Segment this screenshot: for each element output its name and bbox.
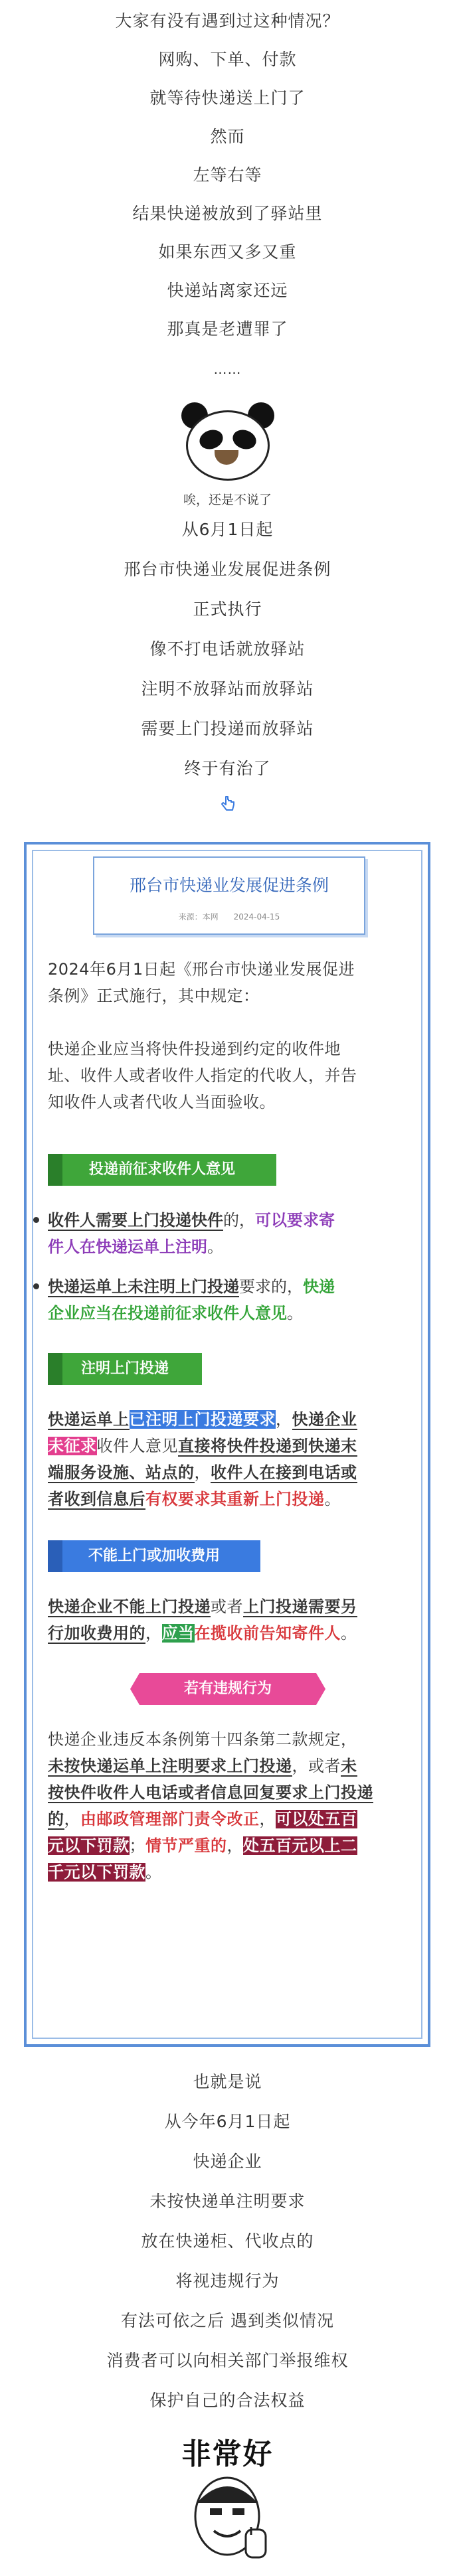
para-text: 的 [48,1810,64,1828]
outro-line: 放在快递柜、代收点的 [141,2231,314,2251]
card-title-box [93,856,365,935]
para-text: 有权要求其重新上门投递 [145,1490,325,1508]
bullet-text: 。 [287,1304,303,1323]
bullet-text: 快递 [303,1277,335,1296]
para-text: ， [259,1810,276,1828]
bullet-text: 。 [207,1238,223,1256]
para-text: 情节严重的 [145,1836,227,1855]
bullet-text: 快递运单上未注明上门投递 [48,1277,239,1296]
meme-caption: 非常好 [181,2437,274,2471]
outro-line: 有法可依之后 遇到类似情况 [121,2311,334,2330]
card-title: 邢台市快递业发展促进条例 [129,876,329,895]
cannot-deliver-paragraph [48,1593,420,1647]
intro-line: 结果快递被放到了驿站里 [132,204,323,223]
outro-line: 将视违规行为 [175,2271,280,2291]
para-text: 快递企业违反本条例第十四条第二款规定， [48,1730,357,1749]
law-line: 需要上门投递而放驿站 [141,719,314,738]
para-text: 可以处五百 [276,1810,357,1828]
card-rule-line: 快递企业应当将快件投递到约定的收件地 [48,1040,341,1058]
bullet-text: 要求的， [239,1277,303,1296]
outro-line: 消费者可以向相关部门举报维权 [106,2351,349,2370]
para-text: ， [64,1810,80,1828]
law-line: 邢台市快递业发展促进条例 [124,560,331,579]
intro-line: 然而 [210,127,245,146]
bullet-text: 的， [223,1211,255,1230]
para-text: 。 [324,1490,341,1508]
law-line: 正式执行 [193,600,262,619]
para-text: 由邮政管理部门责令改正 [80,1810,260,1828]
para-text: 端服务设施、站点的 [48,1463,195,1482]
para-text: 未 [341,1757,357,1775]
intro-line: 大家有没有遇到过这种情况？ [115,11,340,31]
bullet-item [48,1273,420,1327]
para-text: 按快件收件人电话或者信息回复要求上门投递 [48,1783,373,1802]
para-text: 千元以下罚款 [48,1863,145,1882]
para-text: 快递运单上 [48,1410,130,1429]
para-text: 快递企业不能上门投递 [48,1597,211,1616]
tag-cannot-deliver [48,1540,260,1572]
para-text: ； [129,1836,145,1855]
outro-line: 也就是说 [193,2072,262,2091]
meme-face-image [187,2470,267,2569]
tag-label: 若有违规行为 [183,1680,272,1697]
pointing-hand-icon [219,795,236,813]
outro-line: 快递企业 [193,2152,262,2171]
para-text: 元以下罚款 [48,1836,130,1855]
para-text: 处五百元以上二 [243,1836,357,1855]
para-text: 快递企业 [292,1410,357,1429]
para-text: 。 [145,1863,162,1882]
para-text: 未征求 [48,1437,97,1455]
panda-meme-image [176,398,279,485]
violation-paragraph [48,1726,420,1886]
bullet-item [48,1207,420,1260]
card-rule [48,1036,420,1115]
outro-line: 从今年6月1日起 [164,2112,291,2131]
tag-consult-recipient [48,1154,276,1186]
para-text: 应当 [161,1624,195,1643]
law-line: 终于有治了 [184,759,271,778]
bullet-text: 收件人需要上门投递快件 [48,1211,223,1230]
para-text: 在揽收前告知寄件人 [194,1624,341,1643]
para-text: ，或者 [292,1757,341,1775]
law-line: 注明不放驿站而放驿站 [141,679,314,698]
tag-label: 不能上门或加收费用 [88,1548,220,1564]
para-text: 。 [341,1624,357,1643]
bullet-text: 件人在快递运单上注明 [48,1238,207,1256]
para-text: 直接将快件投递到快递末 [178,1437,357,1455]
para-text: ， [145,1624,162,1643]
intro-line: 那真是老遭罪了 [167,319,288,339]
para-text: 收件人在接到电话或 [211,1463,357,1482]
para-text: 者收到信息后 [48,1490,145,1508]
tag-label: 注明上门投递 [80,1360,169,1377]
tag-label: 投递前征求收件人意见 [88,1161,235,1178]
para-text: ， [194,1463,211,1482]
para-text: 未按快递运单上注明要求上门投递 [48,1757,292,1775]
intro-line: 左等右等 [193,165,262,185]
card-intro [48,956,420,1009]
para-text: 行加收费用的 [48,1624,145,1643]
para-text: 收件人意见 [96,1437,178,1455]
outro-line: 保护自己的合法权益 [149,2391,306,2410]
ellipsis: …… [213,361,242,377]
tag-violation [139,1673,316,1705]
card-source [94,911,364,922]
intro-line: 如果东西又多又重 [158,242,297,262]
law-line: 像不打电话就放驿站 [149,639,306,659]
card-intro-line: 2024年6月1日起《邢台市快递业发展促进 [48,960,355,979]
intro-line: 快递站离家还远 [167,281,288,300]
panda-caption: 唉，还是不说了 [183,493,272,507]
outro-line: 未按快递单注明要求 [149,2192,306,2211]
intro-line: 就等待快递送上门了 [149,88,306,108]
publish-date: 2024-04-15 [233,912,280,922]
intro-line: 网购、下单、付款 [158,50,297,69]
bullet-text: 企业应当在投递前征求收件人意见 [48,1304,287,1323]
card-rule-line: 知收件人或者代收人当面验收。 [48,1093,276,1111]
bullet-text: 可以要求寄 [255,1211,335,1230]
card-intro-line: 条例》正式施行，其中规定： [48,987,260,1005]
para-text: ， [276,1410,292,1429]
para-text: 上门投递需要另 [243,1597,357,1616]
card-rule-line: 址、收件人或者收件人指定的代收人，并告 [48,1066,357,1085]
tag-marked-delivery [48,1353,202,1385]
law-line: 从6月1日起 [181,520,274,539]
para-text: ， [227,1836,243,1855]
source-label: 来源：本网 [178,912,219,922]
para-text: 已注明上门投递要求 [129,1410,276,1429]
para-text: 或者 [211,1597,243,1616]
marked-delivery-paragraph [48,1406,420,1512]
